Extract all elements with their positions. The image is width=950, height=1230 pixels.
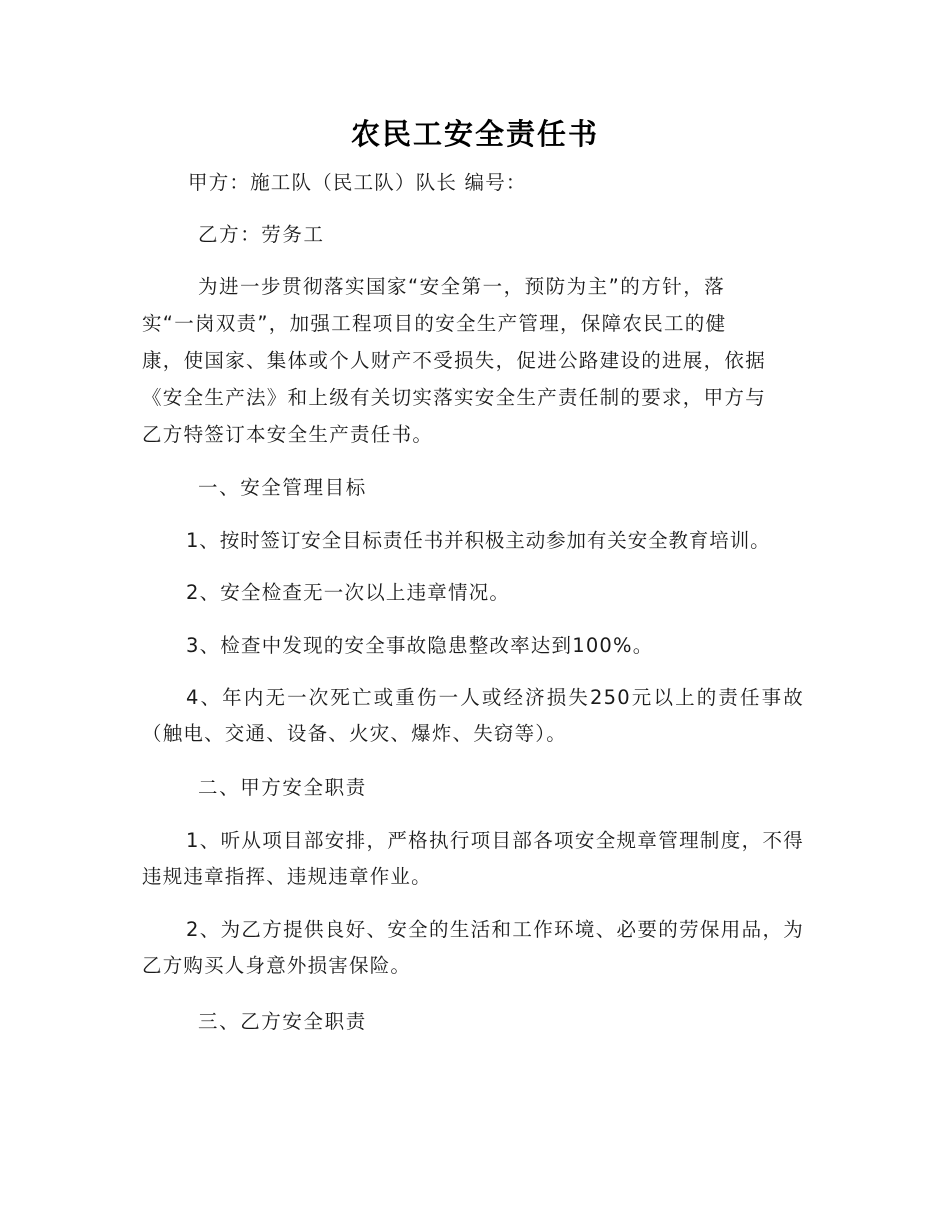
document-title: 农民工安全责任书 <box>350 117 599 151</box>
intro-line: 乙方特签订本安全生产责任书。 <box>142 423 434 446</box>
party-b-line: 乙方：劳务工 <box>198 223 325 246</box>
section-heading: 二、甲方安全职责 <box>198 776 367 799</box>
section-heading: 一、安全管理目标 <box>198 476 367 499</box>
goal-item: 2、安全检查无一次以上违章情况。 <box>186 581 511 604</box>
duty-item: 1、听从项目部安排，严格执行项目部各项安全规章管理制度，不得违规违章指挥、违规违章作业。 <box>142 829 804 888</box>
party-a-line: 甲方：施工队（民工队）队长 编号： <box>188 171 527 194</box>
intro-line: 康，使国家、集体或个人财产不受损失，促进公路建设的进展，依据 <box>142 349 767 372</box>
duty-item: 2、为乙方提供良好、安全的生活和工作环境、必要的劳保用品，为乙方购买人身意外损害保险。 <box>142 918 804 977</box>
intro-line: 实“一岗双责”，加强工程项目的安全生产管理，保障农民工的健 <box>142 312 727 335</box>
goal-item: 4、年内无一次死亡或重伤一人或经济损失250元以上的责任事故（触电、交通、设备、火灾、爆炸、失窃等）。 <box>142 686 804 745</box>
section-heading: 三、乙方安全职责 <box>198 1010 367 1033</box>
goal-item: 3、检查中发现的安全事故隐患整改率达到100%。 <box>186 634 654 657</box>
goal-item: 1、按时签订安全目标责任书并积极主动参加有关安全教育培训。 <box>186 529 771 552</box>
intro-line: 为进一步贯彻落实国家“安全第一，预防为主”的方针，落 <box>198 275 726 298</box>
intro-line: 《安全生产法》和上级有关切实落实安全生产责任制的要求，甲方与 <box>142 386 767 409</box>
